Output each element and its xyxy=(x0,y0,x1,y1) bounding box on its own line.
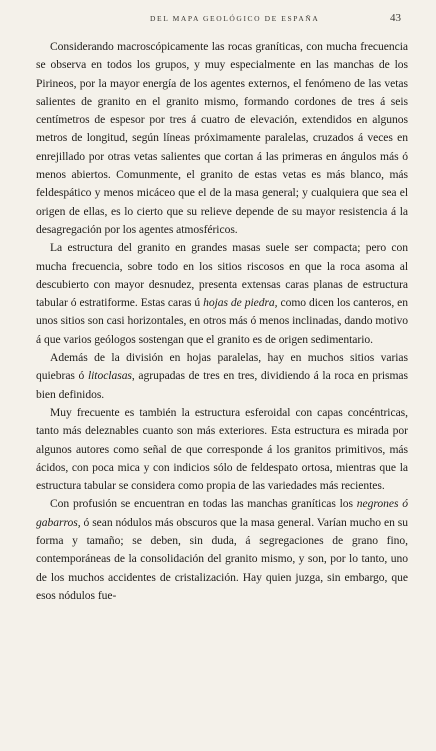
paragraph-1-text: Considerando macroscópicamente las rocas graníticas, con mucha frecuencia se observa en todos los grupos, y muy especialmente en las manchas de los Pirineos, por la mayor energía de los agentes externos, el fenómeno de las vetas salientes de granito en el granito mismo, formando cordones de tres á seis centímetros de espesor por tres á cuatro de elevación, extendidos en algunos metros de longitud, según líneas próximamente paralelas, cruzados á veces en enrejillado por otras vetas salientes que cortan á las primeras en ángulos más ó menos abiertos. Comunmente, el granito de estas vetas es más blanco, más feldespático y menos micáceo que el de la masa general; y cualquiera que sea el origen de ellas, es lo cierto que su relieve depende de su mayor resistencia á la desagregación por los agentes atmosféricos. xyxy=(36,40,408,236)
paragraph-5 xyxy=(36,495,408,605)
paragraph-4 xyxy=(36,404,408,495)
paragraph-1 xyxy=(36,38,408,239)
paragraph-5-text-end: ó sean nódulos más obscuros que la masa general. Varían mucho en su forma y tamaño; se deben, sin duda, á segregaciones de grano fino, contemporáneas de la consolidación del granito mismo, y son, por lo tanto, uno de los muchos accidentes de cristalización. Hay quien juzga, sin embargo, que esos nódulos fue- xyxy=(36,515,408,602)
paragraph-2 xyxy=(36,239,408,349)
paragraph-5-text-start: Con profusión se encuentran en todas las manchas graníticas los xyxy=(50,497,357,511)
paragraph-3-text-start: Además de la división en hojas paralelas, hay en muchos sitios varias quiebras ó xyxy=(36,351,408,383)
paragraph-3 xyxy=(36,349,408,404)
paragraph-5-emphasis: negrones ó gabarros, xyxy=(36,497,408,529)
paragraph-2-emphasis: hojas de piedra, xyxy=(203,296,278,310)
page-number: 43 xyxy=(390,12,401,24)
running-title: DEL MAPA GEOLÓGICO DE ESPAÑA xyxy=(150,14,320,23)
paragraph-3-emphasis: litoclasas xyxy=(87,369,132,383)
paragraph-4-text: Muy frecuente es también la estructura esferoidal con capas concéntricas, tanto más deleznables cuanto son más exteriores. Esta estructura es mirada por algunos autores como señal de que corresponde á los granitos primitivos, más ácidos, con poca mica y con indicios sólo de feldespato ortosa, mientras que la estructura tabular se considera como propia de las variedades más recientes. xyxy=(36,405,408,493)
paragraph-3-text-end: , agrupadas de tres en tres, dividiendo á la roca en prismas bien definidos. xyxy=(36,369,408,401)
paragraph-2-text-start: La estructura del granito en grandes masas suele ser compacta; pero con mucha frecuencia, sobre todo en los sitios riscosos en que la roca asoma al descubierto con mayor desnudez, presenta extensas caras planas de estructura tabular ó estratiforme. Estas caras ú xyxy=(36,241,408,310)
running-head xyxy=(0,14,436,30)
paragraph-2-text-end: como dicen los canteros, en unos sitios son casi horizontales, en otros más ó menos inclinadas, dando motivo á que varios geólogos sostengan que el granito es de origen sedimentario. xyxy=(36,296,409,346)
body-text xyxy=(36,38,408,605)
